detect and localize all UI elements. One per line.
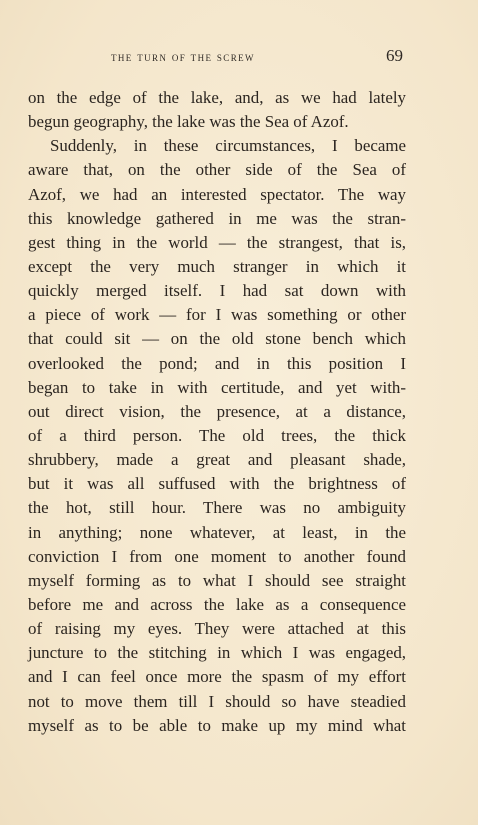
text-line: and I can feel once more the spasm of my effort — [28, 667, 406, 687]
page-number: 69 — [386, 46, 403, 65]
text-line: Azof, we had an interested spectator. The way — [28, 184, 406, 204]
text-line: this knowledge gathered in me was the stran- — [28, 208, 406, 228]
body-text — [28, 86, 406, 738]
text-line: quickly merged itself. I had sat down with — [28, 281, 406, 301]
text-line: overlooked the pond; and in this position I — [28, 353, 406, 373]
text-line: before me and across the lake as a consequence — [28, 594, 406, 614]
text-line: of raising my eyes. They were attached at this — [28, 619, 406, 639]
text-line: a piece of work — for I was something or other — [28, 305, 406, 325]
text-line: myself forming as to what I should see straight — [28, 570, 406, 590]
text-line: began to take in with certitude, and yet with- — [28, 377, 406, 397]
text-line: conviction I from one moment to another found — [28, 546, 406, 566]
text-line: in anything; none whatever, at least, in the — [28, 522, 406, 542]
running-title: the turn of the screw — [111, 50, 255, 64]
text-line: myself as to be able to make up my mind what — [28, 715, 406, 735]
text-line: but it was all suffused with the brightness of — [28, 474, 406, 494]
text-line: that could sit — on the old stone bench which — [28, 329, 406, 349]
text-line: Suddenly, in these circumstances, I became — [50, 136, 406, 156]
text-line: out direct vision, the presence, at a distance, — [28, 401, 406, 421]
text-line: aware that, on the other side of the Sea of — [28, 160, 406, 180]
text-line: juncture to the stitching in which I was engaged, — [28, 643, 406, 663]
text-line: of a third person. The old trees, the thick — [28, 425, 406, 445]
text-line: the hot, still hour. There was no ambiguity — [28, 498, 406, 518]
text-line: shrubbery, made a great and pleasant shade, — [28, 450, 406, 470]
text-line: begun geography, the lake was the Sea of Azof. — [28, 112, 349, 132]
text-line: except the very much stranger in which it — [28, 256, 406, 276]
running-head — [0, 46, 478, 70]
text-line: gest thing in the world — the strangest, that is, — [28, 232, 406, 252]
text-line: not to move them till I should so have steadied — [28, 691, 406, 711]
text-line: on the edge of the lake, and, as we had lately — [28, 88, 406, 107]
